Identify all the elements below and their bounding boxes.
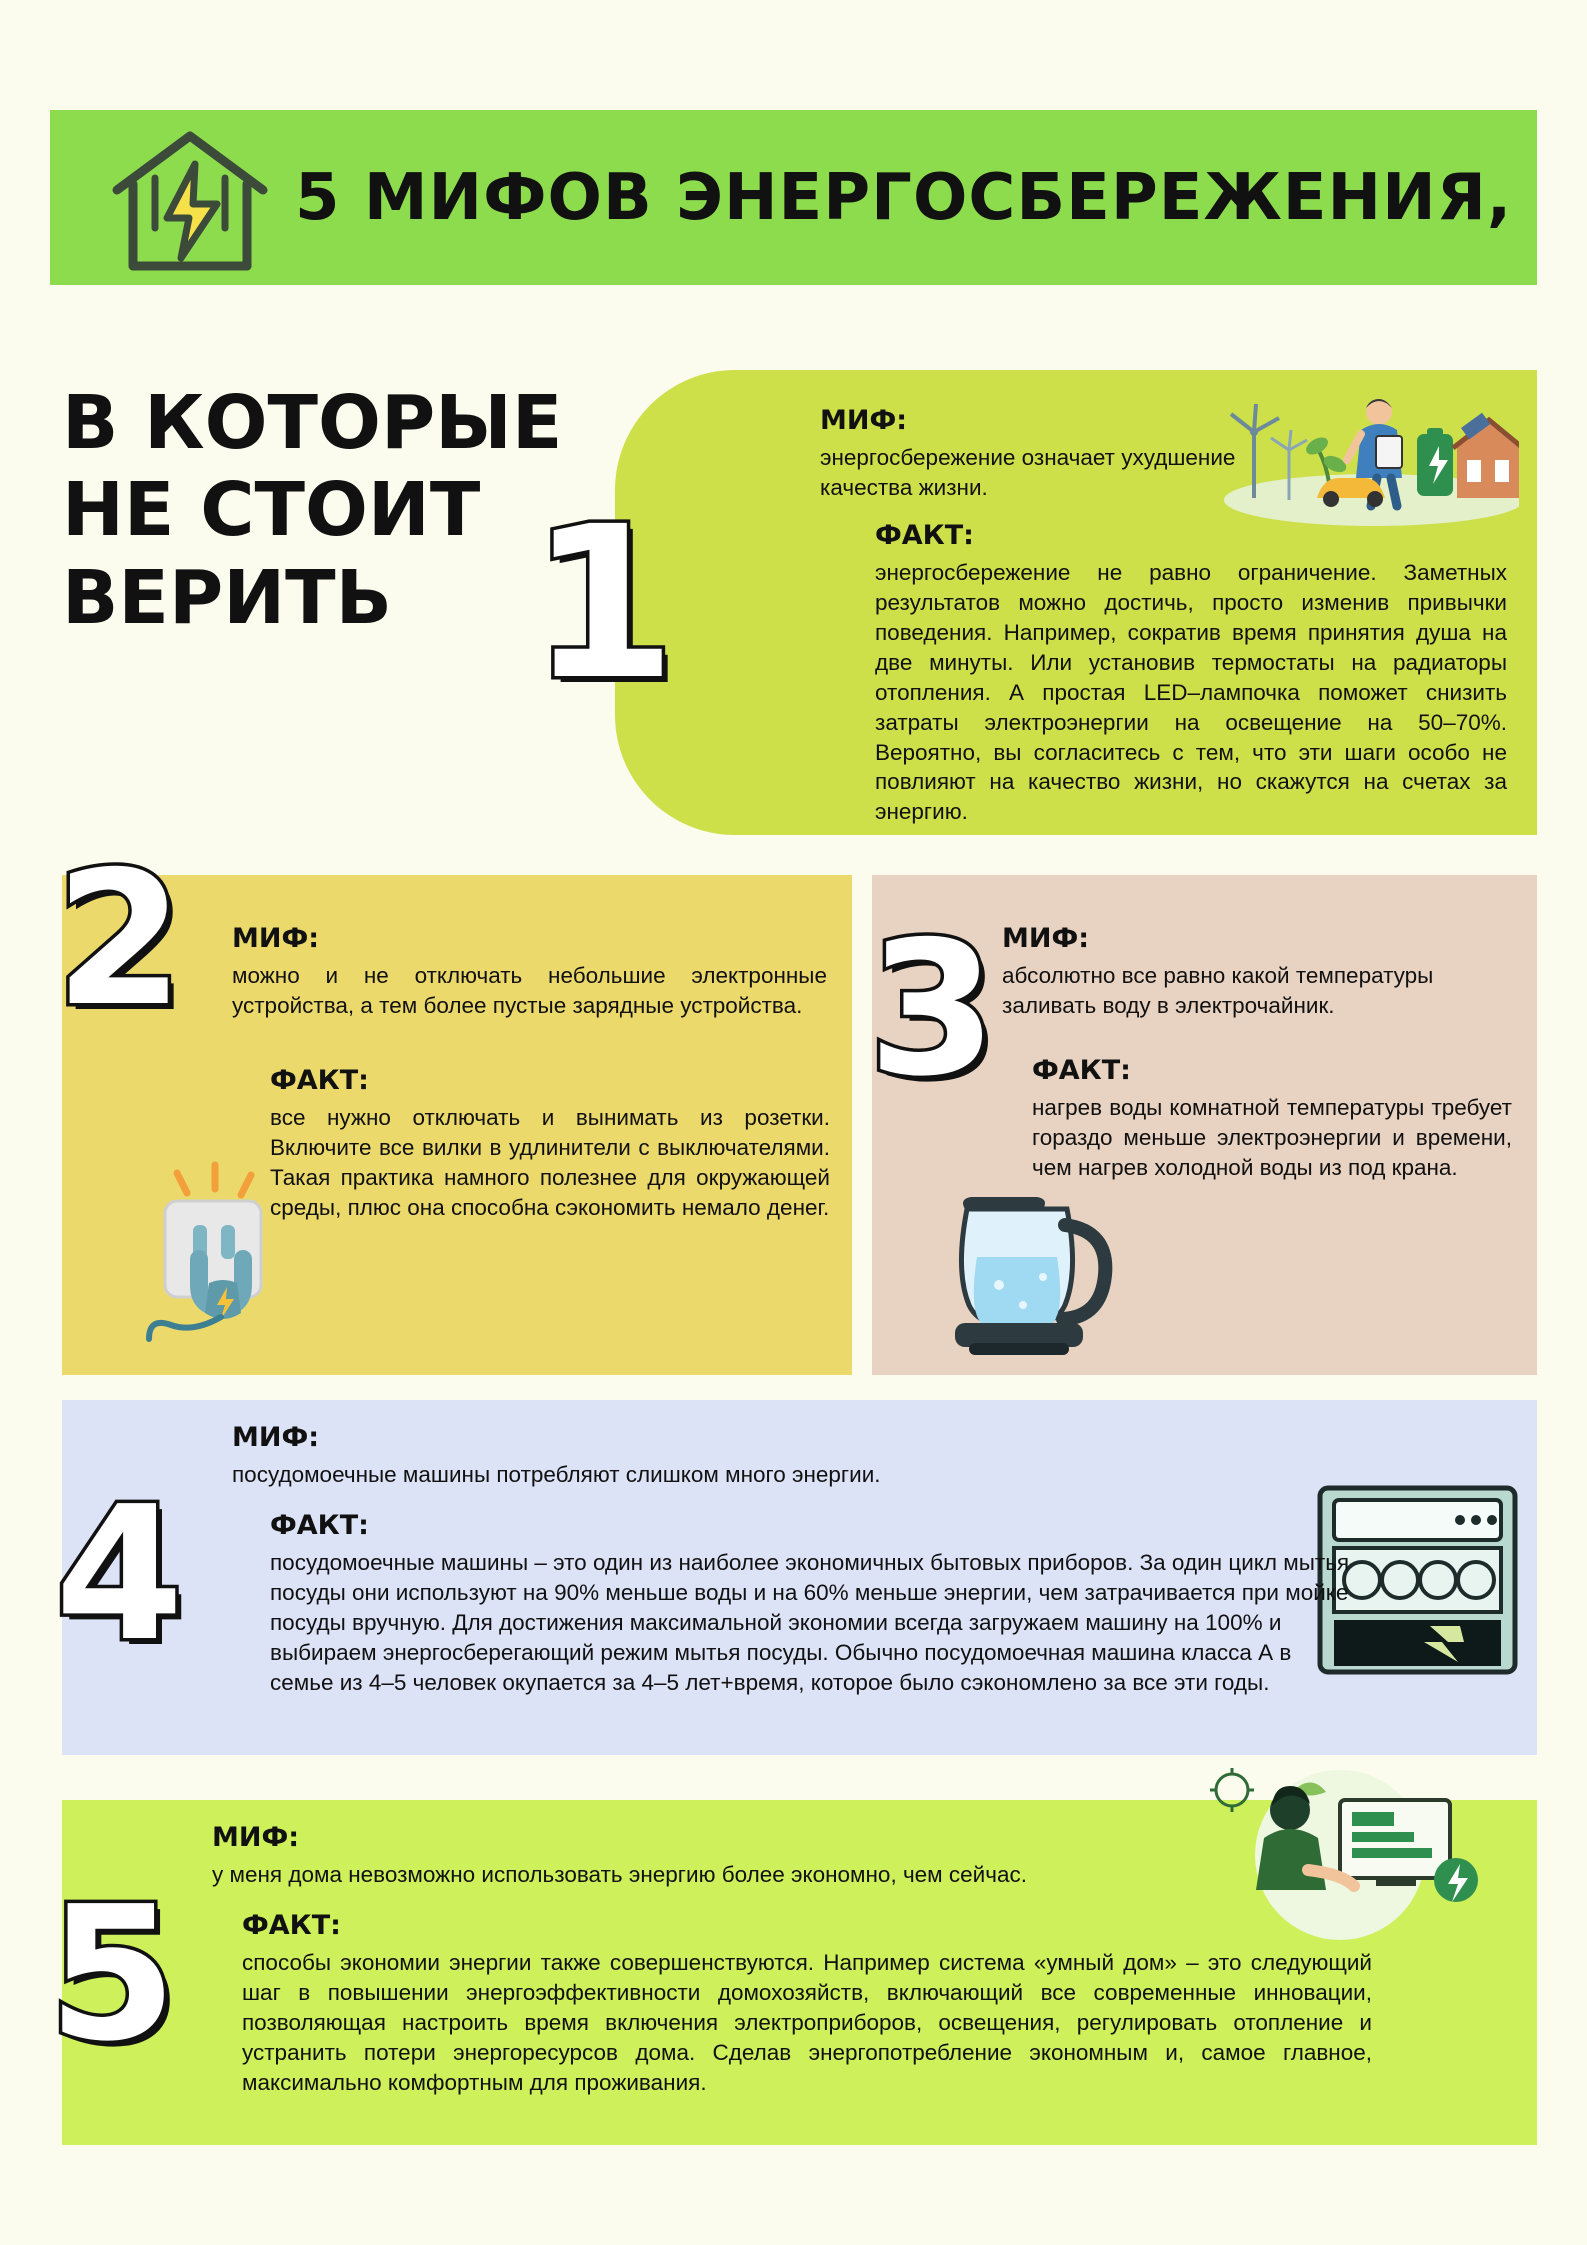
fact-label-2: ФАКТ: <box>270 1065 369 1096</box>
myth-label-2: МИФ: <box>232 923 320 954</box>
myth-text-3: абсолютно все равно какой температуры заливать воду в электрочайник. <box>1002 963 1434 1018</box>
fact-text-5: способы экономии энергии также совершенствуются. Например система «умный дом» – это следующий шаг в повышении энергоэффективности домохозяйств, включающий все современные инновации, позволяющая настроить время включения электроприборов, освещения, регулировать отопление и устранить потери энергоресурсов дома. Сделав энергопотребление экономным и, самое главное, максимально комфортным для проживания. <box>242 1950 1372 2095</box>
myth-card-1 <box>615 370 1537 835</box>
fact-label-3: ФАКТ: <box>1032 1055 1131 1086</box>
myth-card-4 <box>62 1400 1537 1755</box>
fact-text-3: нагрев воды комнатной температуры требует гораздо меньше электроэнергии и времени, чем нагрев холодной воды из под крана. <box>1032 1095 1512 1180</box>
fact-block-4 <box>270 1510 1350 1698</box>
item-number-5: 5 <box>48 1866 177 2082</box>
item-number-3: 3 <box>868 901 997 1117</box>
fact-text-4: посудомоечные машины – это один из наиболее экономичных бытовых приборов. За один цикл мытья посуды они используют на 90% меньше воды и на 60% меньше энергии, чем затрачивается при мойке посуды вручную. Для достижения максимальной экономии всегда загружаем машину на 100% и выбираем энергосберегающий режим мытья посуды. Обычно посудомоечная машина класса А в семье из 4–5 человек окупается за 4–5 лет+время, которое было сэкономлено за все эти годы. <box>270 1550 1350 1695</box>
item-number-2: 2 <box>55 831 184 1047</box>
myth-label-1: МИФ: <box>820 405 908 436</box>
myth-label-5: МИФ: <box>212 1822 300 1853</box>
fact-label-5: ФАКТ: <box>242 1910 341 1941</box>
header-banner <box>50 110 1537 285</box>
myth-label-3: МИФ: <box>1002 923 1090 954</box>
myth-block-1 <box>820 405 1290 503</box>
myth-block-3 <box>1002 923 1512 1021</box>
fact-text-1: энергосбережение не равно ограничение. Заметных результатов можно достичь, просто изменив привычки поведения. Например, сократив время принятия душа на две минуты. Или установив термостаты на радиаторы отопления. А простая LED–лампочка поможет снизить затраты электроэнергии на освещение на 50–70%. Вероятно, вы согласитесь с тем, что эти шаги особо не повлияют на качество жизни, но скажутся на счетах за энергию. <box>875 560 1507 825</box>
myth-text-4: посудомоечные машины потребляют слишком много энергии. <box>232 1462 881 1487</box>
smart-home-person-illustration <box>1190 1760 1490 1940</box>
header-title: 5 МИФОВ ЭНЕРГОСБЕРЕЖЕНИЯ, <box>295 160 1513 235</box>
myth-text-5: у меня дома невозможно использовать энергию более экономно, чем сейчас. <box>212 1862 1027 1887</box>
item-number-4: 4 <box>55 1466 184 1682</box>
myth-block-2 <box>232 923 827 1021</box>
myth-block-4 <box>232 1422 1132 1490</box>
myth-text-1: энергосбережение означает ухудшение качества жизни. <box>820 445 1236 500</box>
myth-block-5 <box>212 1822 1142 1890</box>
myth-label-4: МИФ: <box>232 1422 320 1453</box>
fact-text-2: все нужно отключать и вынимать из розетки. Включите все вилки в удлинители с выключателями. Такая практика намного полезнее для окружающей среды, плюс она способна сэкономить немало денег. <box>270 1105 830 1220</box>
fact-block-1 <box>875 520 1507 827</box>
electric-kettle-illustration <box>907 1165 1137 1360</box>
fact-block-3 <box>1032 1055 1512 1183</box>
myth-text-2: можно и не отключать небольшие электронные устройства, а тем более пустые зарядные устройства. <box>232 963 827 1018</box>
fact-label-4: ФАКТ: <box>270 1510 369 1541</box>
house-lightning-icon <box>95 118 285 278</box>
item-number-1: 1 <box>530 481 677 726</box>
page-subtitle: В КОТОРЫЕ НЕ СТОИТ ВЕРИТЬ <box>62 380 563 641</box>
fact-label-1: ФАКТ: <box>875 520 974 551</box>
fact-block-2 <box>270 1065 830 1223</box>
